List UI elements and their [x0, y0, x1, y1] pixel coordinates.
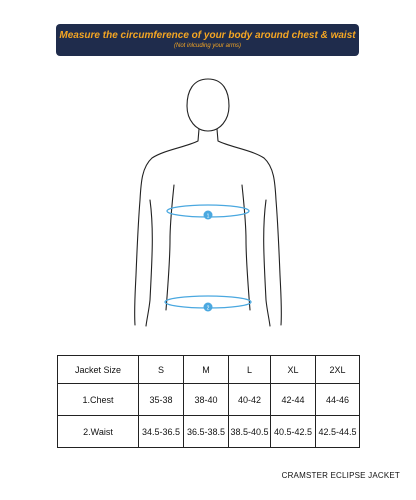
header-cell: Jacket Size — [58, 356, 139, 384]
table-cell: 42-44 — [271, 384, 316, 416]
head-outline — [187, 79, 229, 131]
table-cell: 42.5-44.5 — [316, 416, 360, 448]
row-label: 1.Chest — [58, 384, 139, 416]
product-caption: CRAMSTER ECLIPSE JACKET — [281, 471, 400, 480]
table-cell: 38-40 — [184, 384, 229, 416]
table-cell: 40.5-42.5 — [271, 416, 316, 448]
waist-marker-label: 2 — [206, 305, 210, 312]
header-cell: L — [229, 356, 271, 384]
header-cell: S — [139, 356, 184, 384]
chest-marker-label: 1 — [206, 213, 210, 220]
torso-right-outline — [242, 185, 250, 310]
instruction-banner — [56, 24, 359, 56]
banner-title: Measure the circumference of your body around chest & waist — [59, 30, 356, 41]
banner-subtitle: (Not inlcuding your arms) — [173, 43, 242, 49]
table-header-row — [58, 356, 360, 384]
table-cell: 40-42 — [229, 384, 271, 416]
header-cell: M — [184, 356, 229, 384]
header-cell: 2XL — [316, 356, 360, 384]
table-row — [58, 416, 360, 448]
table-cell: 36.5-38.5 — [184, 416, 229, 448]
size-chart-table — [57, 355, 360, 448]
table-cell: 35-38 — [139, 384, 184, 416]
table-cell: 34.5-36.5 — [139, 416, 184, 448]
table-row — [58, 384, 360, 416]
row-label: 2.Waist — [58, 416, 139, 448]
header-cell: XL — [271, 356, 316, 384]
body-outline-illustration — [0, 60, 416, 340]
table-cell: 38.5-40.5 — [229, 416, 271, 448]
torso-left-outline — [166, 185, 174, 310]
table-cell: 44-46 — [316, 384, 360, 416]
